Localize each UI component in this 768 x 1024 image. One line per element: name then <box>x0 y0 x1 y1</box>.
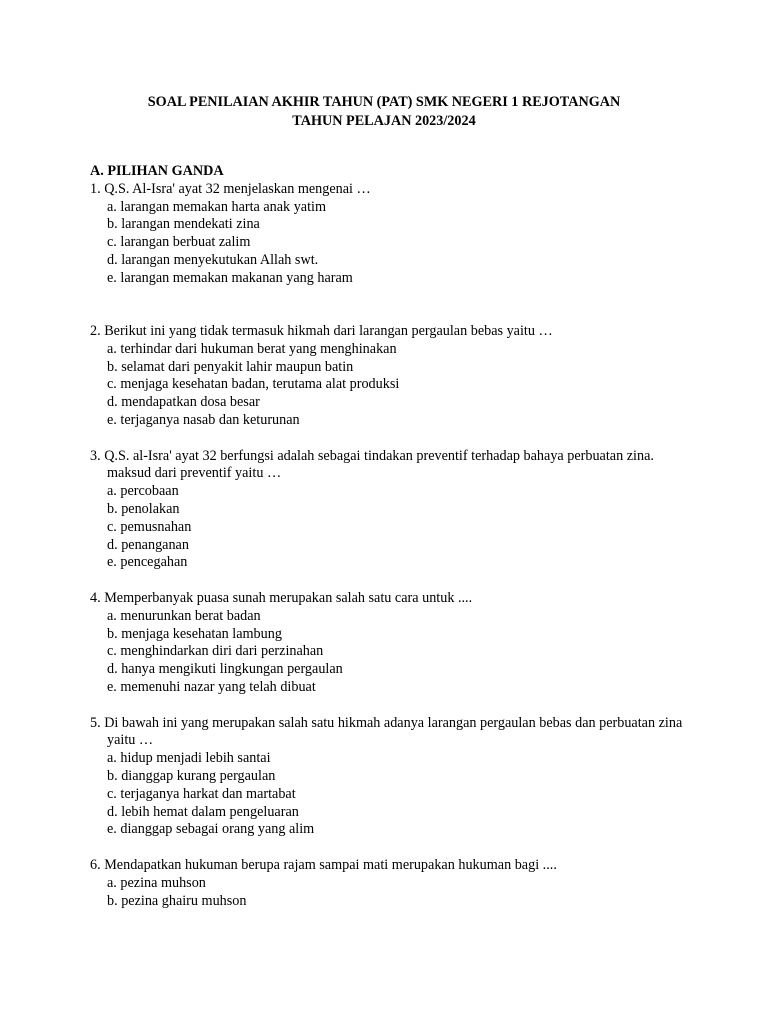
option-d: d. mendapatkan dosa besar <box>107 394 260 411</box>
option-a: a. larangan memakan harta anak yatim <box>107 198 327 215</box>
option-b: b. menjaga kesehatan lambung <box>107 625 282 642</box>
spacer <box>90 572 690 590</box>
option-a: a. terhindar dari hukuman berat yang menghinakan <box>107 340 397 357</box>
option-list <box>90 341 690 430</box>
question-stem: 6. Mendapatkan hukuman berupa rajam sampai mati merupakan hukuman bagi .... <box>90 856 557 873</box>
option-list <box>90 608 690 697</box>
question-stem: 1. Q.S. Al-Isra' ayat 32 menjelaskan mengenai … <box>90 180 371 197</box>
option-d: d. larangan menyekutukan Allah swt. <box>107 251 319 268</box>
option-d: d. penanganan <box>107 536 189 553</box>
question-1 <box>90 181 690 288</box>
option-c: c. menghindarkan diri dari perzinahan <box>107 643 324 660</box>
question-5 <box>90 715 690 840</box>
option-list <box>90 483 690 572</box>
question-4 <box>90 590 690 697</box>
option-list <box>90 875 690 911</box>
question-6 <box>90 857 690 910</box>
spacer <box>90 839 690 857</box>
question-stem: 2. Berikut ini yang tidak termasuk hikmah dari larangan pergaulan bebas yaitu … <box>90 323 553 340</box>
option-d: d. hanya mengikuti lingkungan pergaulan <box>107 661 343 678</box>
option-e: e. memenuhi nazar yang telah dibuat <box>107 679 316 696</box>
question-3 <box>90 448 690 573</box>
option-e: e. terjaganya nasab dan keturunan <box>107 412 300 429</box>
option-a: a. menurunkan berat badan <box>107 607 261 624</box>
document-header <box>0 93 768 130</box>
header-year: TAHUN PELAJAN 2023/2024 <box>292 112 476 129</box>
option-c: c. terjaganya harkat dan martabat <box>107 785 296 802</box>
option-b: b. penolakan <box>107 501 180 518</box>
option-a: a. percobaan <box>107 483 179 500</box>
option-c: c. menjaga kesehatan badan, terutama alat produksi <box>107 376 400 393</box>
option-b: b. pezina ghairu muhson <box>107 892 247 909</box>
option-b: b. selamat dari penyakit lahir maupun batin <box>107 358 354 375</box>
question-stem: 3. Q.S. al-Isra' ayat 32 berfungsi adalah sebagai tindakan preventif terhadap bahaya perbuatan zina. maksud dari preventif yaitu … <box>90 447 654 482</box>
option-e: e. pencegahan <box>107 554 188 571</box>
spacer <box>90 697 690 715</box>
document-body <box>90 163 690 910</box>
option-c: c. larangan berbuat zalim <box>107 234 251 251</box>
option-b: b. larangan mendekati zina <box>107 216 260 233</box>
option-e: e. dianggap sebagai orang yang alim <box>107 821 315 838</box>
question-stem: 4. Memperbanyak puasa sunah merupakan salah satu cara untuk .... <box>90 590 473 607</box>
option-b: b. dianggap kurang pergaulan <box>107 768 276 784</box>
option-e: e. larangan memakan makanan yang haram <box>107 269 353 286</box>
spacer <box>90 430 690 448</box>
option-a: a. hidup menjadi lebih santai <box>107 750 271 767</box>
section-title: A. PILIHAN GANDA <box>90 163 224 179</box>
header-title: SOAL PENILAIAN AKHIR TAHUN (PAT) SMK NEGERI 1 REJOTANGAN <box>147 94 621 110</box>
option-d: d. lebih hemat dalam pengeluaran <box>107 803 299 820</box>
option-list <box>90 199 690 288</box>
question-stem: 5. Di bawah ini yang merupakan salah satu hikmah adanya larangan pergaulan bebas dan perbuatan zina yaitu … <box>90 714 683 749</box>
option-list <box>90 750 690 839</box>
question-2 <box>90 323 690 430</box>
option-c: c. pemusnahan <box>107 518 192 535</box>
option-a: a. pezina muhson <box>107 874 206 891</box>
spacer <box>90 288 690 324</box>
